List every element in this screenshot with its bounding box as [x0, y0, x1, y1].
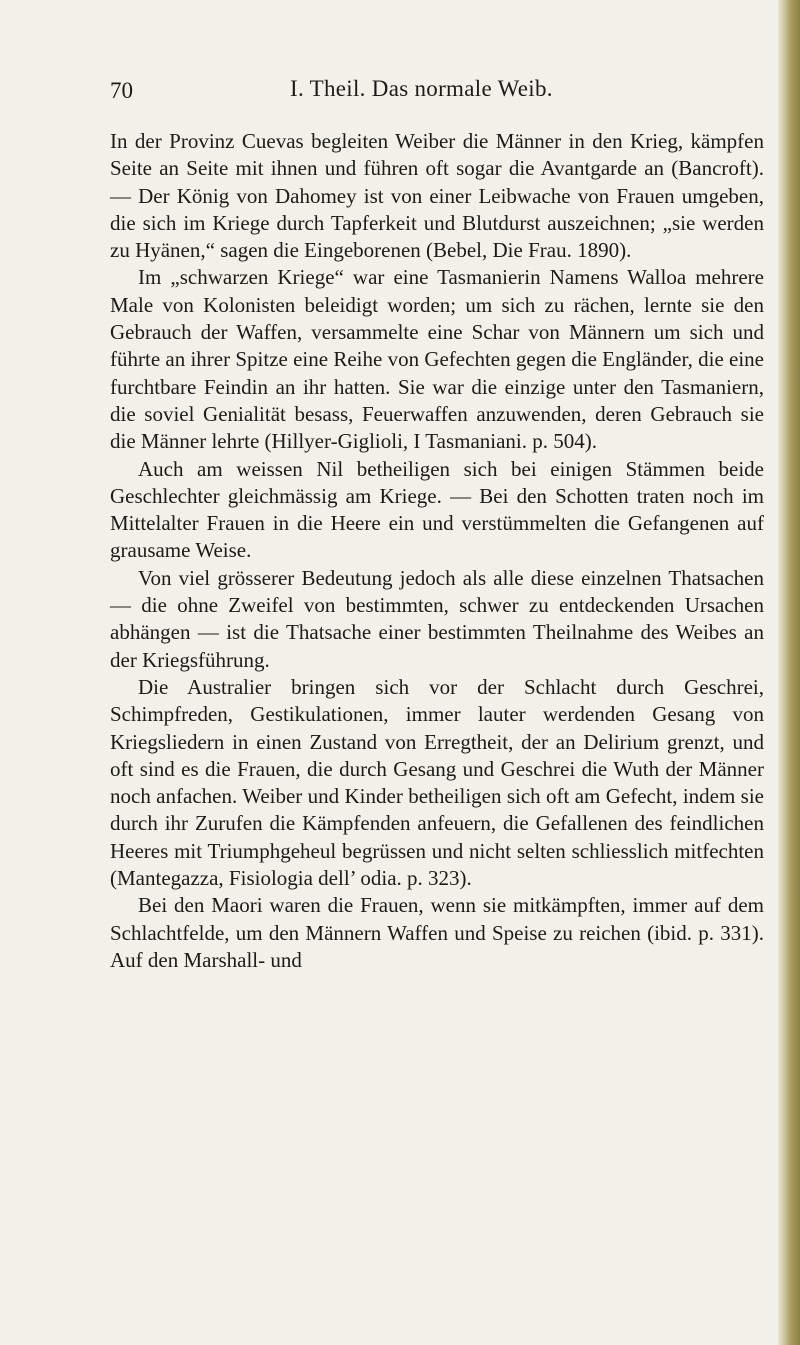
running-title: I. Theil. Das normale Weib.: [290, 76, 553, 101]
paragraph-tasmanian-walloa: Im „schwarzen Kriege“ war eine Tasmanierin Namens Walloa mehrere Male von Kolonisten beleidigt worden; um sich zu rächen, lernte sie den Gebrauch der Waffen, versammelte eine Schar von Männern um sich und führte an ihrer Spitze eine Reihe von Gefechten gegen die Engländer, die eine furchtbare Feindin an ihr hatten. Sie war die einzige unter den Tasmaniern, die soviel Genialität besass, Feuerwaffen anzuwenden, deren Gebrauch sie die Männer lehrte (Hillyer-Giglioli, I Tasmaniani. p. 504).: [110, 265, 764, 454]
page-header: [110, 78, 760, 108]
paragraph-maori: Bei den Maori waren die Frauen, wenn sie mitkämpften, immer auf dem Schlachtfelde, um den Männern Waffen und Speise zu reichen (ibid. p. 331). Auf den Marshall- und: [110, 893, 764, 972]
page-number: 70: [110, 78, 133, 103]
paragraph-white-nile-scots: Auch am weissen Nil betheiligen sich bei einigen Stämmen beide Geschlechter gleichmässig am Kriege. — Bei den Schotten traten noch im Mittelalter Frauen in die Heere ein und verstümmelten die Gefangenen auf grausame Weise.: [110, 456, 764, 563]
paragraph-cuevas-dahomey: In der Provinz Cuevas begleiten Weiber die Männer in den Krieg, kämpfen Seite an Seite mit ihnen und führen oft sogar die Avantgarde an (Bancroft). — Der König von Dahomey ist von einer Leibwache von Frauen umgeben, die sich im Kriege durch Tapferkeit und Blutdurst auszeichnen; „sie werden zu Hyänen,“ sagen die Eingeborenen (Bebel, Die Frau. 1890).: [110, 129, 764, 263]
page-edge-shadow: [778, 0, 800, 1345]
paragraph-australians: Die Australier bringen sich vor der Schlacht durch Geschrei, Schimpfreden, Gestikulationen, immer lauter werdenden Gesang von Kriegsliedern in einen Zustand von Erregtheit, der an Delirium grenzt, und oft sind es die Frauen, die durch Gesang und Geschrei die Wuth der Männer noch anfachen. Weiber und Kinder betheiligen sich oft am Gefecht, indem sie durch ihr Zurufen die Kämpfenden anfeuern, die Gefallenen des feindlichen Heeres mit Triumphgeheul begrüssen und nicht selten schliesslich mitfechten (Mantegazza, Fisiologia dell’ odia. p. 323).: [110, 674, 764, 891]
body-text: [110, 128, 764, 974]
paragraph-participation-in-war: Von viel grösserer Bedeutung jedoch als alle diese einzelnen Thatsachen — die ohne Zweifel von bestimmten, schwer zu entdeckenden Ursachen abhängen — ist die Thatsache einer bestimmten Theilnahme des Weibes an der Kriegsführung.: [110, 565, 764, 672]
